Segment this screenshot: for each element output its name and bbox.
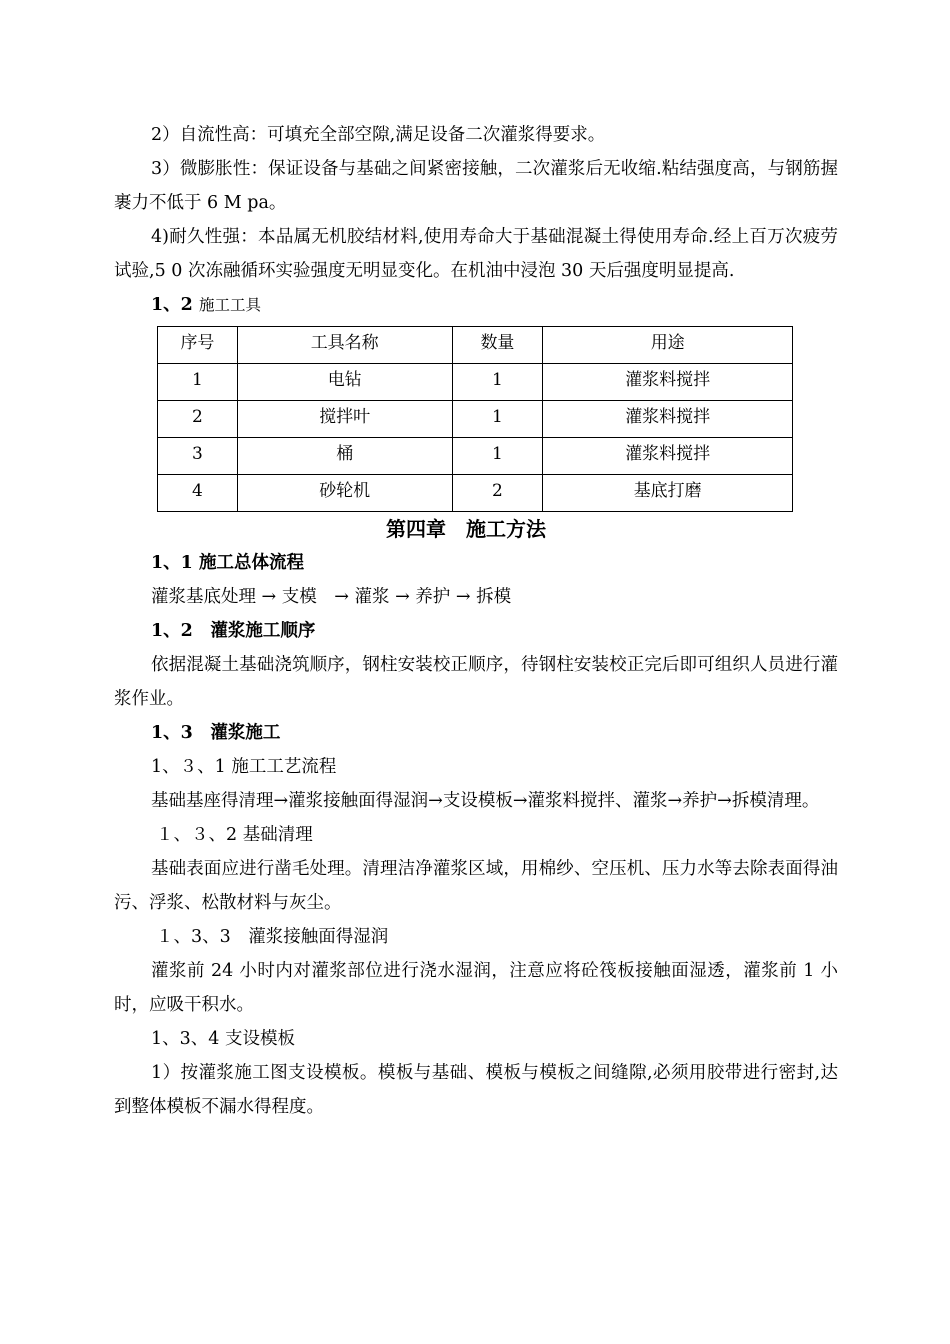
table-cell: 灌浆料搅拌: [543, 364, 793, 401]
document-body: [114, 118, 838, 1124]
table-cell: 搅拌叶: [237, 401, 452, 438]
section-heading-overall-flow: 1、1 施工总体流程: [151, 553, 304, 573]
subsection-heading-process-flow: 1、３、1 施工工艺流程: [151, 757, 337, 777]
table-cell: 3: [158, 438, 238, 475]
paragraph-self-flowing: 2）自流性高：可填充全部空隙,满足设备二次灌浆得要求。: [151, 125, 606, 145]
table-header-cell: 数量: [452, 327, 543, 364]
table-row: [158, 364, 793, 401]
tools-section-number: 1、2: [151, 295, 193, 315]
table-row: [158, 475, 793, 512]
subsection-heading-surface-wetting: １、3、3 灌浆接触面得湿润: [156, 927, 389, 947]
table-cell: 1: [452, 438, 543, 475]
table-cell: 桶: [237, 438, 452, 475]
subsection-heading-base-cleaning: １、３、2 基础清理: [156, 825, 313, 845]
tools-section-heading: [114, 288, 838, 322]
paragraph-base-cleaning: 基础表面应进行凿毛处理。清理洁净灌浆区域，用棉纱、空压机、压力水等去除表面得油污、浮浆、松散材料与灰尘。: [114, 859, 838, 913]
table-header-row: [158, 327, 793, 364]
table-cell: 基底打磨: [543, 475, 793, 512]
table-header-cell: 工具名称: [237, 327, 452, 364]
table-cell: 电钻: [237, 364, 452, 401]
paragraph-grouting-order: 依据混凝土基础浇筑顺序，钢柱安装校正顺序，待钢柱安装校正完后即可组织人员进行灌浆作业。: [114, 655, 838, 709]
paragraph-process-flow: 基础基座得清理→灌浆接触面得湿润→支设模板→灌浆料搅拌、灌浆→养护→拆模清理。: [151, 791, 820, 811]
table-cell: 4: [158, 475, 238, 512]
chapter-title: 第四章 施工方法: [386, 517, 546, 541]
table-cell: 1: [452, 401, 543, 438]
table-cell: 灌浆料搅拌: [543, 438, 793, 475]
tools-section-title: 施工工具: [198, 296, 261, 314]
subsection-heading-formwork: 1、3、4 支设模板: [151, 1029, 295, 1049]
table-cell: 灌浆料搅拌: [543, 401, 793, 438]
paragraph-surface-wetting: 灌浆前 24 小时内对灌浆部位进行浇水湿润，注意应将砼筏板接触面湿透，灌浆前 1 小时，应吸干积水。: [114, 961, 838, 1015]
table-cell: 砂轮机: [237, 475, 452, 512]
table-header-cell: 序号: [158, 327, 238, 364]
tools-table: [157, 326, 793, 512]
paragraph-formwork: 1）按灌浆施工图支设模板。模板与基础、模板与模板之间缝隙,必须用胶带进行密封,达到整体模板不漏水得程度。: [114, 1063, 838, 1117]
paragraph-overall-flow: 灌浆基底处理 → 支模 → 灌浆 → 养护 → 拆模: [151, 587, 512, 607]
table-cell: 1: [452, 364, 543, 401]
table-cell: 2: [158, 401, 238, 438]
table-header-cell: 用途: [543, 327, 793, 364]
table-cell: 2: [452, 475, 543, 512]
section-heading-grouting-construction: 1、3 灌浆施工: [151, 723, 281, 743]
table-row: [158, 401, 793, 438]
paragraph-micro-expansion: 3）微膨胀性：保证设备与基础之间紧密接触，二次灌浆后无收缩.粘结强度高，与钢筋握裹力不低于 6 M pa。: [114, 159, 838, 213]
table-row: [158, 438, 793, 475]
section-heading-grouting-order: 1、2 灌浆施工顺序: [151, 621, 316, 641]
table-cell: 1: [158, 364, 238, 401]
paragraph-durability: 4)耐久性强：本品属无机胶结材料,使用寿命大于基础混凝土得使用寿命.经上百万次疲劳试验,5 0 次冻融循环实验强度无明显变化。在机油中浸泡 30 天后强度明显提高.: [114, 227, 838, 281]
